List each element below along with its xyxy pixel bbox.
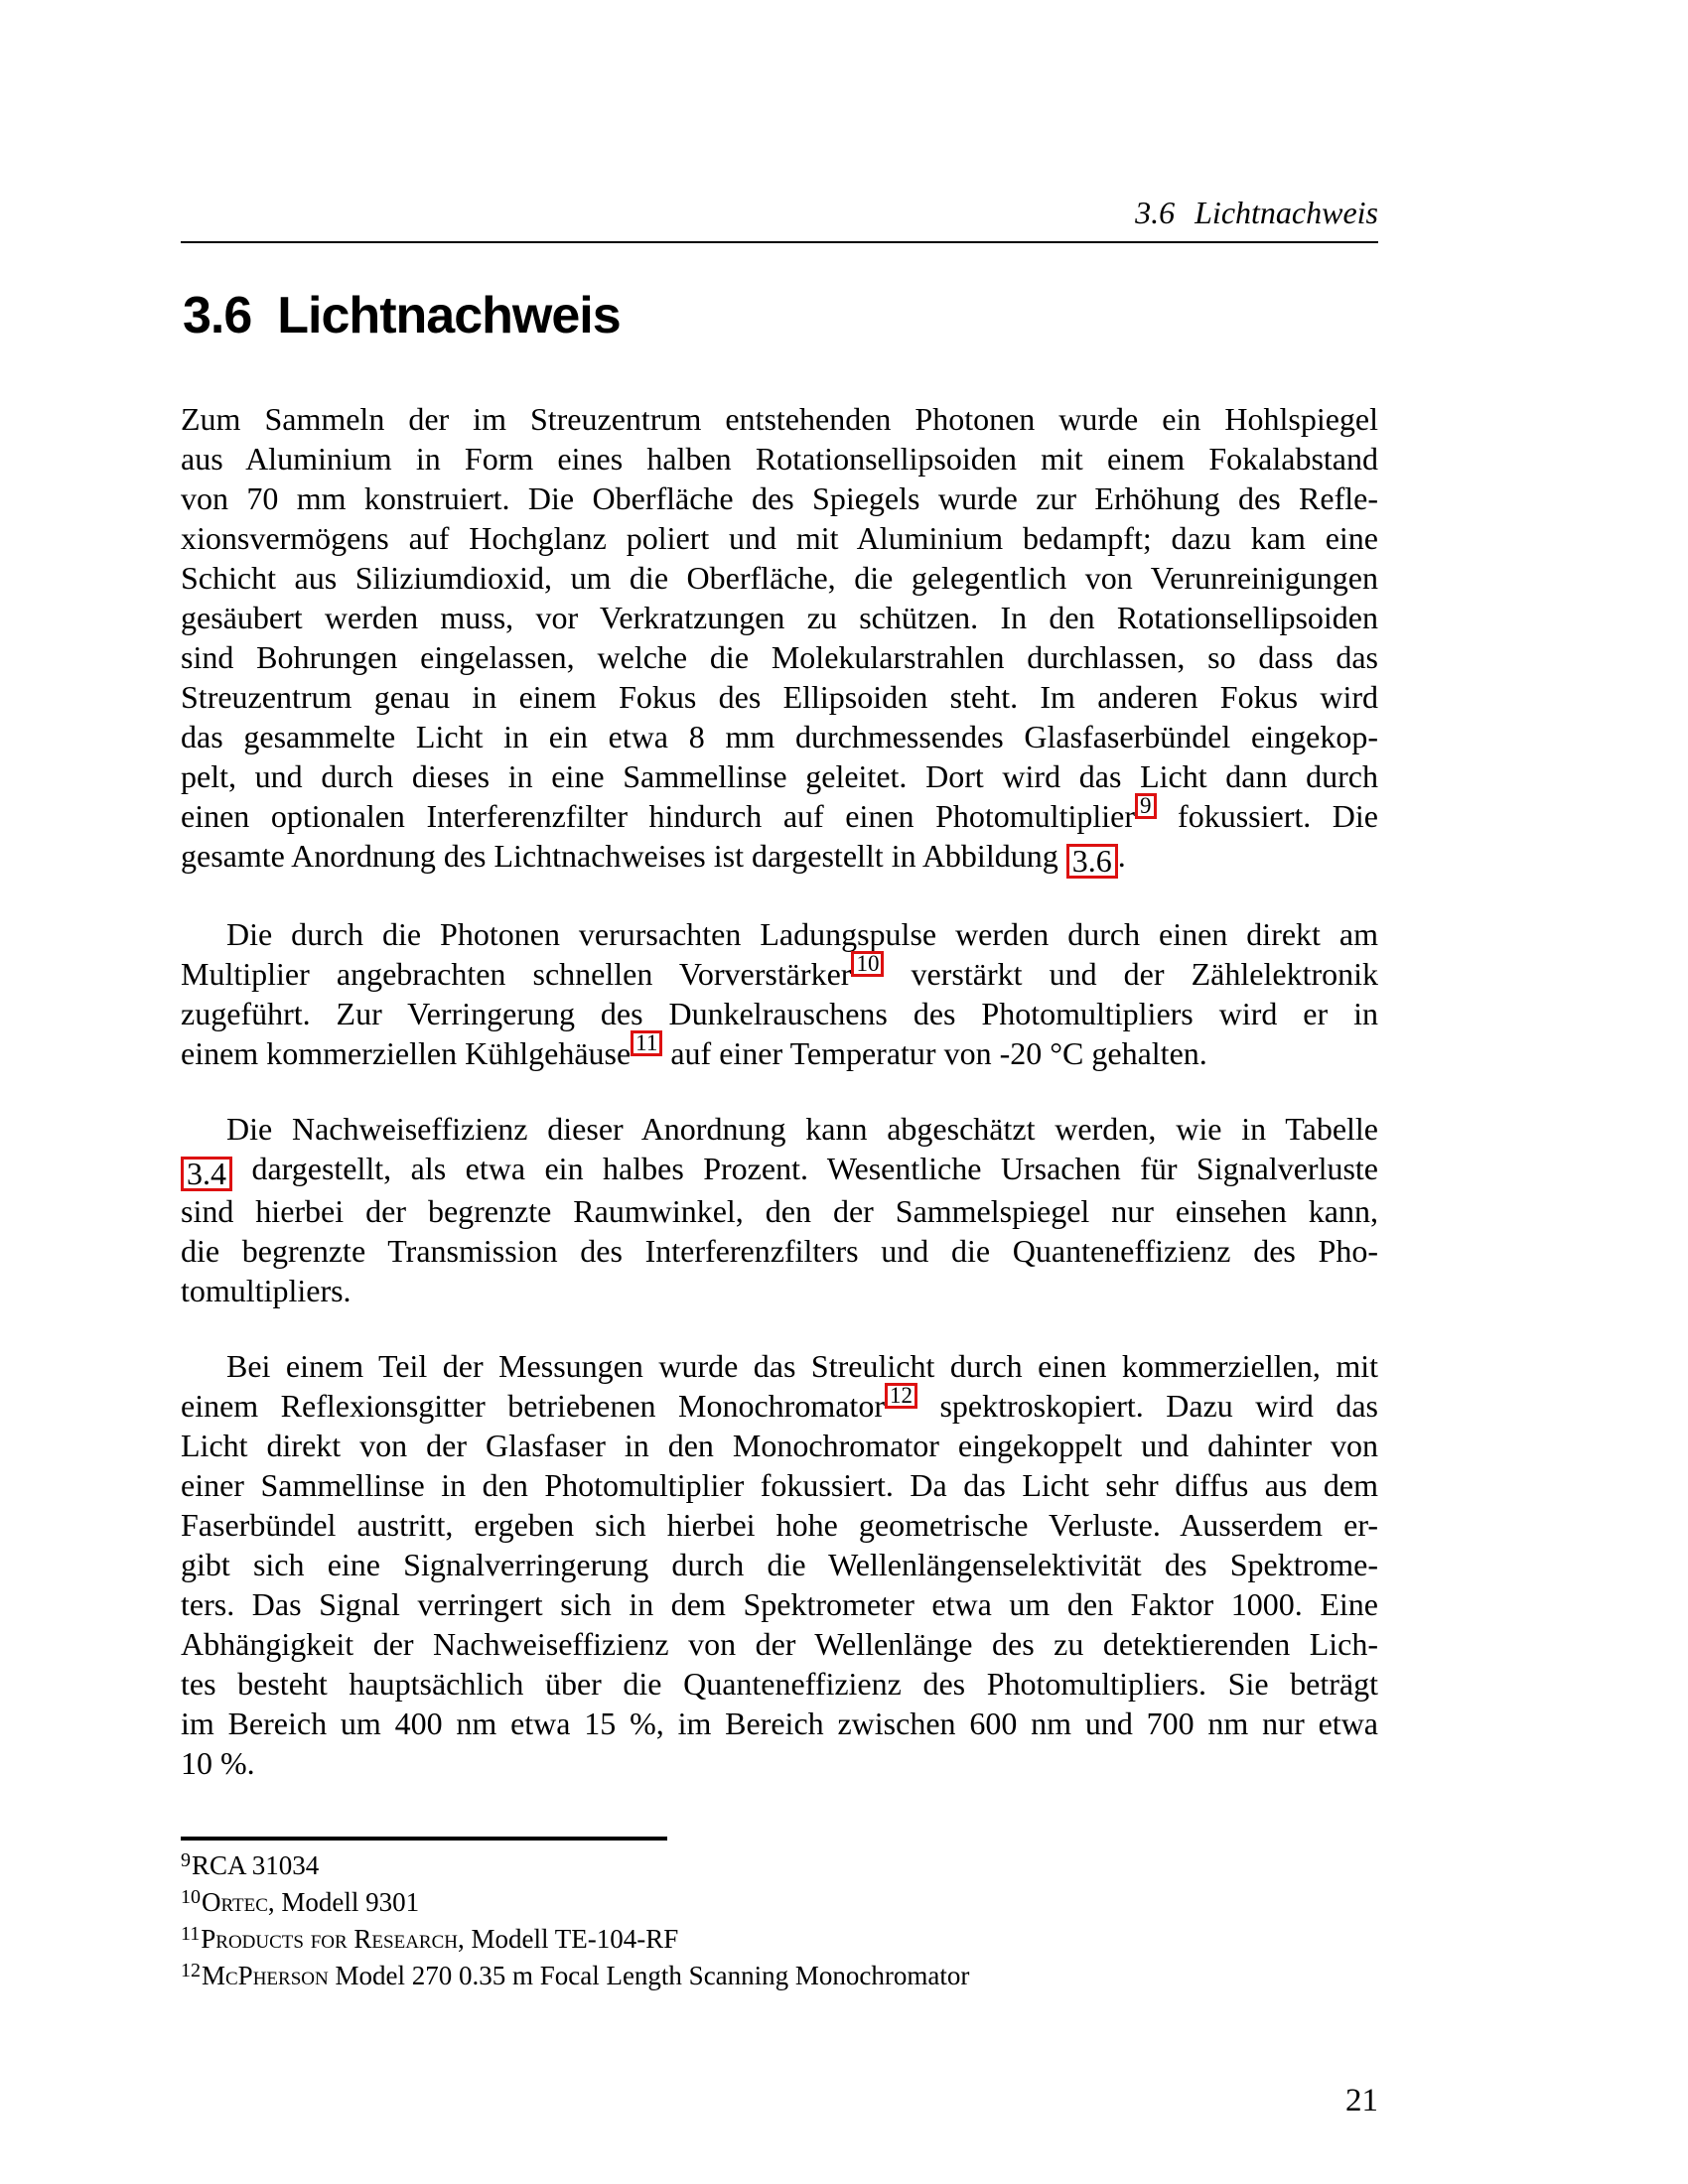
footnote-text: , Modell 9301 xyxy=(267,1887,420,1917)
paragraph xyxy=(181,1346,1378,1783)
cross-reference-box[interactable]: 3.4 xyxy=(181,1157,232,1191)
section-title: Lichtnachweis xyxy=(277,287,621,344)
body-line: tes besteht hauptsächlich über die Quanteneffizienz des Photomultipliers. Sie beträgt xyxy=(181,1666,1378,1702)
page-number: 21 xyxy=(1345,2083,1378,2118)
footnote-marker: 12 xyxy=(181,1960,201,1981)
running-header-section-number: 3.6 xyxy=(1135,195,1176,230)
section-heading xyxy=(183,287,621,344)
body-line: Streuzentrum genau in einem Fokus des Ellipsoiden steht. Im anderen Fokus wird xyxy=(181,679,1378,715)
paragraph xyxy=(181,914,1378,1073)
body-line: pelt, und durch dieses in eine Sammellinse geleitet. Dort wird das Licht dann durch xyxy=(181,758,1378,794)
body-line: tomultipliers. xyxy=(181,1273,352,1308)
body-line: einem Reflexionsgitter betriebenen Monochromator 12 spektroskopiert. Dazu wird das xyxy=(181,1383,1379,1424)
body-line: Zum Sammeln der im Streuzentrum entstehenden Photonen wurde ein Hohlspiegel xyxy=(181,401,1378,437)
footnote-marker: 9 xyxy=(181,1849,191,1871)
body-line: gesamte Anordnung des Lichtnachweises ist dargestellt in Abbildung 3.6 . xyxy=(181,838,1126,879)
cross-reference-box[interactable]: 3.6 xyxy=(1066,844,1118,879)
footnote-reference-box[interactable]: 12 xyxy=(885,1383,917,1409)
footnote-reference-box[interactable]: 11 xyxy=(631,1030,662,1056)
body-line: 10 %. xyxy=(181,1745,255,1781)
body-line: ters. Das Signal verringert sich in dem Spektrometer etwa um den Faktor 1000. Eine xyxy=(181,1586,1378,1622)
footnote-text: , Modell TE-104-RF xyxy=(458,1924,679,1954)
footnote-marker: 10 xyxy=(181,1886,201,1908)
body-line: von 70 mm konstruiert. Die Oberfläche des Spiegels wurde zur Erhöhung des Refle- xyxy=(181,480,1378,516)
body-line: Faserbündel austritt, ergeben sich hierbei hohe geometrische Verluste. Ausserdem er- xyxy=(181,1507,1378,1543)
body-line: Multiplier angebrachten schnellen Vorverstärker 10 verstärkt und der Zählelektronik xyxy=(181,951,1378,992)
header-rule xyxy=(181,241,1378,243)
footnote-vendor-name: McPherson xyxy=(202,1961,329,1990)
running-header-title: Lichtnachweis xyxy=(1195,195,1378,230)
body-line: im Bereich um 400 nm etwa 15 %, im Bereich zwischen 600 nm und 700 nm nur etwa xyxy=(181,1706,1378,1741)
footnotes xyxy=(181,1848,1378,1995)
footnote-reference-box[interactable]: 10 xyxy=(851,951,884,977)
body-line: 3.4 dargestellt, als etwa ein halbes Prozent. Wesentliche Ursachen für Signalverluste xyxy=(181,1149,1378,1191)
body-line: gibt sich eine Signalverringerung durch die Wellenlängenselektivität des Spektrome- xyxy=(181,1547,1378,1582)
body-line: Licht direkt von der Glasfaser in den Monochromator eingekoppelt und dahinter von xyxy=(181,1428,1378,1463)
body-line: xionsvermögens auf Hochglanz poliert und mit Aluminium bedampft; dazu kam eine xyxy=(181,520,1378,556)
body-line: die begrenzte Transmission des Interferenzfilters und die Quanteneffizienz des Pho- xyxy=(181,1233,1378,1269)
footnote-marker: 11 xyxy=(181,1923,201,1945)
body-text xyxy=(181,399,1378,1819)
body-line: einem kommerziellen Kühlgehäuse 11 auf einer Temperatur von -20 °C gehalten. xyxy=(181,1030,1207,1071)
body-line: Schicht aus Siliziumdioxid, um die Oberfläche, die gelegentlich von Verunreinigungen xyxy=(181,560,1378,596)
body-line: sind Bohrungen eingelassen, welche die Molekularstrahlen durchlassen, so dass das xyxy=(181,639,1378,675)
footnote xyxy=(181,1959,1378,1995)
body-line: sind hierbei der begrenzte Raumwinkel, den der Sammelspiegel nur einsehen kann, xyxy=(181,1193,1378,1229)
body-line: aus Aluminium in Form eines halben Rotationsellipsoiden mit einem Fokalabstand xyxy=(181,441,1378,477)
footnote-rule xyxy=(181,1837,667,1841)
body-line: gesäubert werden muss, vor Verkratzungen zu schützen. In den Rotationsellipsoiden xyxy=(181,600,1378,635)
paragraph xyxy=(181,399,1378,879)
section-number: 3.6 xyxy=(183,287,252,344)
footnote xyxy=(181,1885,1378,1922)
body-line: Die durch die Photonen verursachten Ladungspulse werden durch einen direkt am xyxy=(226,916,1378,952)
body-line: Die Nachweiseffizienz dieser Anordnung kann abgeschätzt werden, wie in Tabelle xyxy=(226,1111,1378,1147)
footnote-reference-box[interactable]: 9 xyxy=(1135,793,1157,819)
body-line: das gesammelte Licht in ein etwa 8 mm durchmessendes Glasfaserbündel eingekop- xyxy=(181,719,1378,754)
body-line: einen optionalen Interferenzfilter hindurch auf einen Photomultiplier 9 fokussiert. Die xyxy=(181,793,1379,834)
running-header xyxy=(181,193,1378,232)
footnote-vendor-name: Products for Research xyxy=(201,1924,459,1954)
body-line: einer Sammellinse in den Photomultiplier fokussiert. Da das Licht sehr diffus aus dem xyxy=(181,1467,1378,1503)
footnote-text: RCA 31034 xyxy=(192,1850,320,1880)
body-line: zugeführt. Zur Verringerung des Dunkelrauschens des Photomultipliers wird er in xyxy=(181,996,1378,1031)
footnote xyxy=(181,1922,1378,1959)
footnote-text: Model 270 0.35 m Focal Length Scanning Monochromator xyxy=(328,1961,970,1990)
footnote-vendor-name: Ortec xyxy=(202,1887,268,1917)
body-line: Bei einem Teil der Messungen wurde das Streulicht durch einen kommerziellen, mit xyxy=(226,1348,1378,1384)
body-line: Abhängigkeit der Nachweiseffizienz von der Wellenlänge des zu detektierenden Lich- xyxy=(181,1626,1378,1662)
footnote xyxy=(181,1848,1378,1885)
paragraph xyxy=(181,1109,1378,1310)
